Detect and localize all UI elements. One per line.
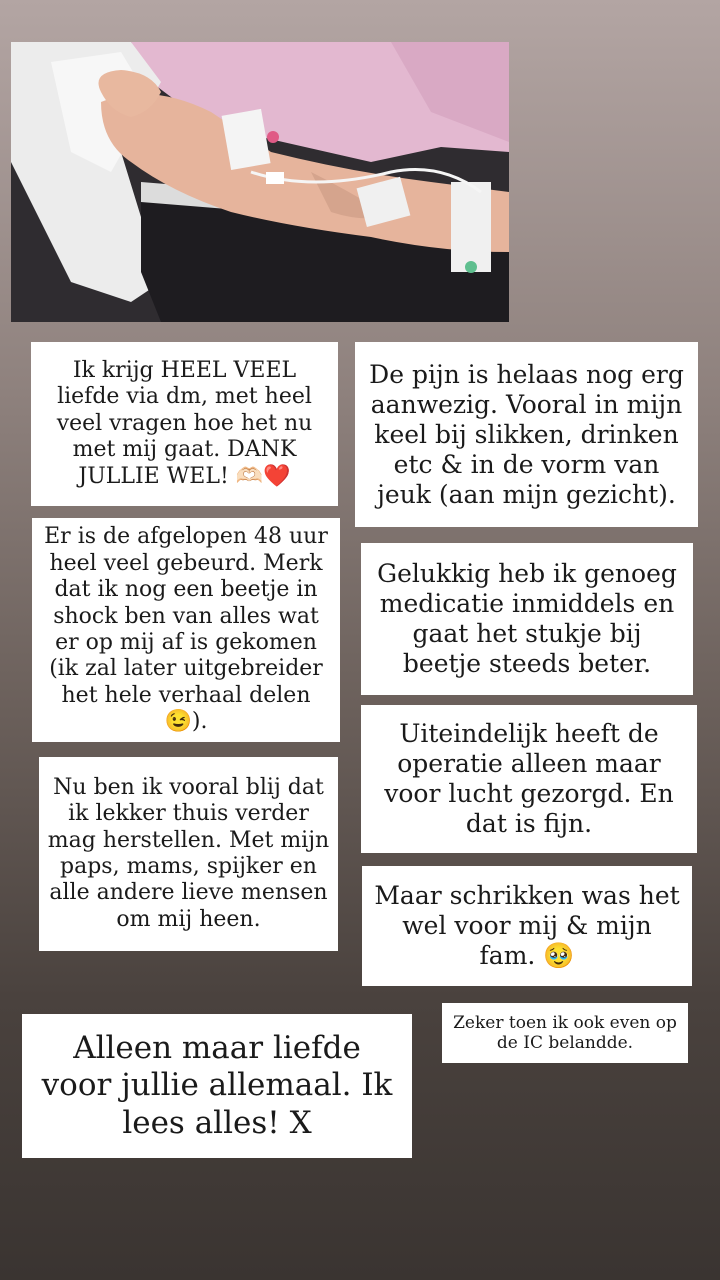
hospital-arm-iv-icon [11, 42, 509, 322]
hospital-photo [11, 42, 509, 322]
story-text: Zeker toen ik ook even op de IC belandde. [453, 1012, 677, 1053]
story-text-box-48-hours [32, 518, 340, 742]
story-text: Uiteindelijk heeft de operatie alleen maar voor lucht gezorgd. En dat is fijn. [384, 719, 674, 838]
story-text-box-medication [361, 543, 693, 695]
story-text-box-ic [442, 1003, 688, 1063]
story-text-box-love-dm [31, 342, 338, 506]
story-text: Alleen maar liefde voor jullie allemaal. Ik lees alles! X [41, 1030, 393, 1141]
story-text: De pijn is helaas nog erg aanwezig. Vooral in mijn keel bij slikken, drinken etc & in de vorm van jeuk (aan mijn gezicht). [369, 359, 684, 509]
story-text-box-home-recovery [39, 757, 338, 951]
story-text: Gelukkig heb ik genoeg medicatie inmiddels en gaat het stukje bij beetje steeds beter. [377, 559, 677, 678]
story-text: Er is de afgelopen 48 uur heel veel gebeurd. Merk dat ik nog een beetje in shock ben van alles wat er op mij af is gekomen (ik zal later uitgebreider het hele verhaal delen 😉). [44, 524, 328, 735]
story-text-box-pain [355, 342, 698, 527]
story-text-box-love-all [22, 1014, 412, 1158]
story-text-box-operation [361, 705, 697, 853]
story-text-box-scare [362, 866, 692, 986]
story-text: Maar schrikken was het wel voor mij & mijn fam. 🥹 [374, 881, 680, 970]
story-text: Ik krijg HEEL VEEL liefde via dm, met heel veel vragen hoe het nu met mij gaat. DANK JULLIE WEL! 🫶🏻❤️ [56, 358, 313, 489]
story-text: Nu ben ik vooral blij dat ik lekker thuis verder mag herstellen. Met mijn paps, mams, spijker en alle andere lieve mensen om mij heen. [47, 774, 330, 932]
